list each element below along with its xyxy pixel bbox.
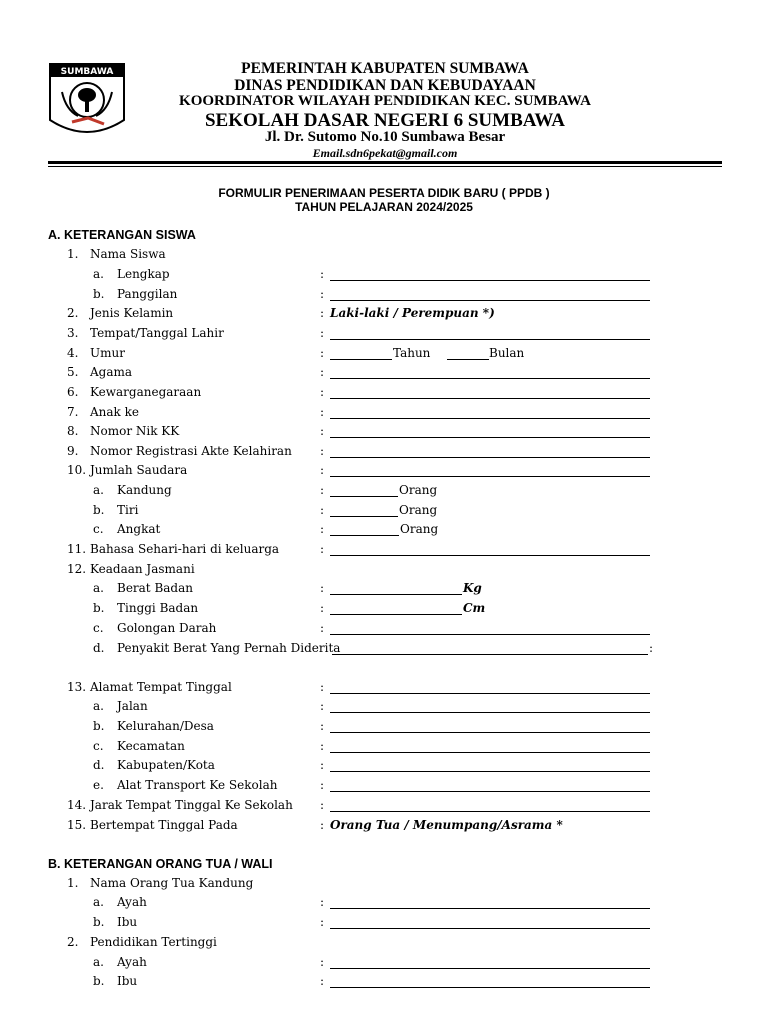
option-bertempat[interactable]: Orang Tua / Menumpang/Asrama * — [330, 818, 563, 832]
field-pendidikan-ayah[interactable] — [330, 968, 650, 969]
row-angkat: c. Angkat : Orang — [93, 522, 439, 536]
row-alamat: 13. Alamat Tempat Tinggal : — [0, 680, 768, 698]
label-jasmani: Keadaan Jasmani — [90, 562, 195, 576]
row-ayah-pendidikan: a. Ayah : — [0, 955, 768, 973]
label-ttl: Tempat/Tanggal Lahir — [90, 326, 224, 340]
field-jumlah-saudara[interactable] — [330, 476, 650, 477]
label-penyakit: Penyakit Berat Yang Pernah Diderita — [117, 641, 341, 655]
label-jenis-kelamin: Jenis Kelamin — [90, 306, 174, 320]
row-tinggi: b. Tinggi Badan : Cm — [93, 601, 486, 615]
label-kabupaten: Kabupaten/Kota — [117, 758, 215, 772]
label-tiri: Tiri — [117, 503, 139, 517]
label-ibu: Ibu — [117, 974, 138, 988]
row-tiri: b. Tiri : Orang — [93, 503, 438, 517]
field-kewarganegaraan[interactable] — [330, 398, 650, 399]
unit-bulan: Bulan — [489, 346, 525, 360]
field-agama[interactable] — [330, 378, 650, 379]
row-pendidikan: 2. Pendidikan Tertinggi — [67, 935, 217, 949]
label-anak-ke: Anak ke — [90, 405, 140, 419]
row-jalan: a. Jalan : — [0, 699, 768, 717]
row-nama-ortu: 1. Nama Orang Tua Kandung — [67, 876, 254, 890]
row-jumlah-saudara: 10. Jumlah Saudara : — [0, 463, 768, 481]
field-lengkap[interactable] — [330, 280, 650, 281]
label-kewarganegaraan: Kewarganegaraan — [90, 385, 202, 399]
header-line-1: PEMERINTAH KABUPATEN SUMBAWA — [241, 60, 529, 77]
label-pendidikan: Pendidikan Tertinggi — [90, 935, 217, 949]
label-jalan: Jalan — [117, 699, 148, 713]
field-pendidikan-ibu[interactable] — [330, 987, 650, 988]
row-bertempat: 15. Bertempat Tinggal Pada : Orang Tua / Menumpang/Asrama * — [67, 818, 563, 832]
row-jenis-kelamin: 2. Jenis Kelamin : Laki-laki / Perempuan *) — [67, 306, 495, 320]
label-akte: Nomor Registrasi Akte Kelahiran — [90, 444, 292, 458]
field-nik[interactable] — [330, 437, 650, 438]
label-umur: Umur — [90, 346, 125, 360]
field-bahasa[interactable] — [330, 555, 650, 556]
field-nama-ibu[interactable] — [330, 928, 650, 929]
unit-kg: Kg — [463, 581, 482, 595]
label-transport: Alat Transport Ke Sekolah — [117, 778, 278, 792]
school-address: Jl. Dr. Sutomo No.10 Sumbawa Besar — [264, 129, 506, 145]
row-kabupaten: d. Kabupaten/Kota : — [0, 758, 768, 776]
section-b-heading: B. KETERANGAN ORANG TUA / WALI — [48, 857, 273, 871]
row-agama: 5. Agama : — [0, 365, 768, 383]
unit-orang: Orang — [400, 522, 439, 536]
row-kelurahan: b. Kelurahan/Desa : — [0, 719, 768, 737]
field-berat[interactable] — [330, 594, 462, 595]
row-goldar: c. Golongan Darah : — [0, 621, 768, 639]
field-nama-ayah[interactable] — [330, 908, 650, 909]
field-angkat[interactable] — [330, 535, 399, 536]
row-kandung: a. Kandung : Orang — [93, 483, 438, 497]
row-jasmani: 12. Keadaan Jasmani — [67, 562, 195, 576]
row-ayah-nama: a. Ayah : — [0, 895, 768, 913]
label-tinggi: Tinggi Badan — [117, 601, 199, 615]
field-tinggi[interactable] — [330, 614, 462, 615]
row-nama-siswa: 1. Nama Siswa — [67, 247, 166, 261]
header-line-3: KOORDINATOR WILAYAH PENDIDIKAN KEC. SUMBAWA — [179, 93, 591, 109]
label-panggilan: Panggilan — [117, 287, 178, 301]
label-ibu: Ibu — [117, 915, 138, 929]
header-rule-thick — [48, 161, 722, 164]
label-ayah: Ayah — [117, 895, 147, 909]
school-name: SEKOLAH DASAR NEGERI 6 SUMBAWA — [204, 110, 565, 131]
label-jumlah-saudara: Jumlah Saudara — [90, 463, 188, 477]
label-kecamatan: Kecamatan — [117, 739, 185, 753]
row-nik: 8. Nomor Nik KK : — [0, 424, 768, 442]
row-kecamatan: c. Kecamatan : — [0, 739, 768, 757]
row-bahasa: 11. Bahasa Sehari-hari di keluarga : — [0, 542, 768, 560]
row-kewarganegaraan: 6. Kewarganegaraan : — [0, 385, 768, 403]
field-anak-ke[interactable] — [330, 418, 650, 419]
form-year: TAHUN PELAJARAN 2024/2025 — [295, 200, 473, 214]
label-kelurahan: Kelurahan/Desa — [117, 719, 214, 733]
field-kandung[interactable] — [330, 496, 398, 497]
label-bertempat: Bertempat Tinggal Pada — [90, 818, 238, 832]
field-jalan[interactable] — [330, 712, 650, 713]
label-bahasa: Bahasa Sehari-hari di keluarga — [90, 542, 280, 556]
row-panggilan: b. Panggilan : — [0, 287, 768, 305]
label-alamat: Alamat Tempat Tinggal — [90, 680, 232, 694]
row-umur: 4. Umur : Tahun Bulan — [67, 346, 525, 360]
label-goldar: Golongan Darah — [117, 621, 217, 635]
row-anak-ke: 7. Anak ke : — [0, 405, 768, 423]
field-penyakit[interactable] — [332, 654, 648, 655]
unit-tahun: Tahun — [393, 346, 431, 360]
unit-orang: Orang — [399, 503, 438, 517]
unit-cm: Cm — [463, 601, 486, 615]
row-berat: a. Berat Badan : Kg — [93, 581, 482, 595]
logo-text: SUMBAWA — [60, 67, 114, 77]
section-a-heading: A. KETERANGAN SISWA — [48, 228, 196, 242]
school-email: Email.sdn6pekat@gmail.com — [312, 146, 458, 160]
unit-orang: Orang — [399, 483, 438, 497]
option-jenis-kelamin[interactable]: Laki-laki / Perempuan *) — [330, 306, 495, 320]
row-lengkap: a. Lengkap : — [0, 267, 768, 285]
label-jarak: Jarak Tempat Tinggal Ke Sekolah — [90, 798, 293, 812]
form-title: FORMULIR PENERIMAAN PESERTA DIDIK BARU ( PPDB ) — [218, 186, 550, 200]
row-jarak: 14. Jarak Tempat Tinggal Ke Sekolah : — [0, 798, 768, 816]
label-berat: Berat Badan — [117, 581, 193, 595]
label-nama-ortu: Nama Orang Tua Kandung — [90, 876, 254, 890]
row-ttl: 3. Tempat/Tanggal Lahir : — [0, 326, 768, 344]
label-kandung: Kandung — [117, 483, 172, 497]
field-akte[interactable] — [330, 457, 650, 458]
row-ibu-nama: b. Ibu : — [0, 915, 768, 933]
field-goldar[interactable] — [330, 634, 650, 635]
label-nik: Nomor Nik KK — [90, 424, 180, 438]
row-penyakit: d. Penyakit Berat Yang Pernah Diderita : — [93, 641, 654, 655]
field-umur-bulan[interactable] — [447, 359, 489, 360]
label-nama-siswa: Nama Siswa — [90, 247, 166, 261]
sumbawa-logo — [48, 62, 126, 142]
row-ibu-pendidikan: b. Ibu : — [0, 974, 768, 992]
field-kelurahan[interactable] — [330, 732, 650, 733]
label-lengkap: Lengkap — [117, 267, 170, 281]
row-transport: e. Alat Transport Ke Sekolah : — [0, 778, 768, 796]
field-kabupaten[interactable] — [330, 771, 650, 772]
field-umur-tahun[interactable] — [330, 359, 392, 360]
field-transport[interactable] — [330, 791, 650, 792]
label-angkat: Angkat — [117, 522, 161, 536]
label-agama: Agama — [90, 365, 133, 379]
field-ttl[interactable] — [330, 339, 650, 340]
field-alamat[interactable] — [330, 693, 650, 694]
header-rule-thin — [48, 166, 722, 167]
field-kecamatan[interactable] — [330, 752, 650, 753]
header-line-2: DINAS PENDIDIKAN DAN KEBUDAYAAN — [234, 77, 536, 94]
field-panggilan[interactable] — [330, 300, 650, 301]
field-tiri[interactable] — [330, 516, 398, 517]
field-jarak[interactable] — [330, 811, 650, 812]
label-ayah: Ayah — [117, 955, 147, 969]
row-akte: 9. Nomor Registrasi Akte Kelahiran : — [0, 444, 768, 462]
